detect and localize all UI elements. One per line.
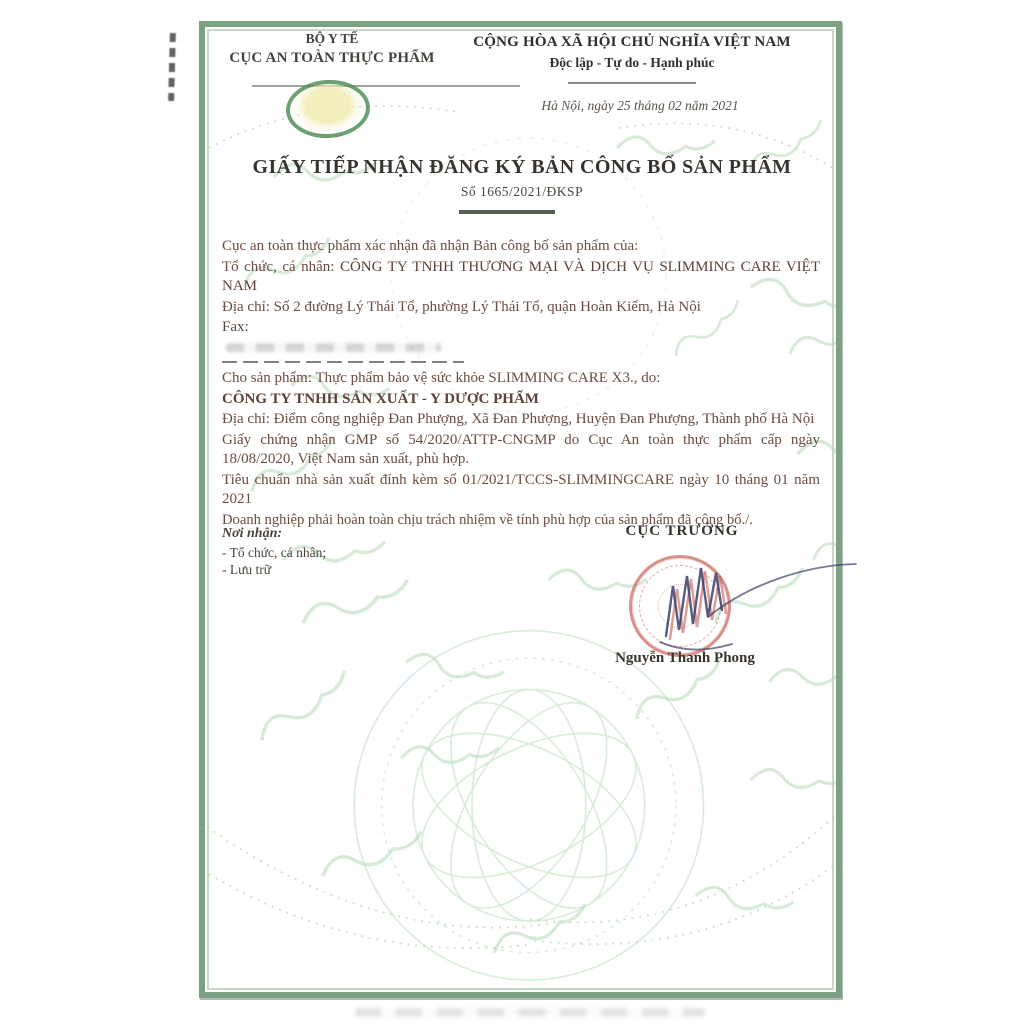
issuer-underline bbox=[252, 85, 520, 87]
redacted-phone bbox=[226, 343, 441, 352]
manufacturer-address: Địa chỉ: Điểm công nghiệp Đan Phượng, Xã Đan Phượng, Huyện Đan Phượng, Thành phố Hà Nội bbox=[222, 411, 815, 427]
dateline: Hà Nội, ngày 25 tháng 02 năm 2021 bbox=[541, 98, 739, 113]
intro-line: Cục an toàn thực phẩm xác nhận đã nhận Bản công bố sản phẩm của: bbox=[222, 238, 639, 254]
manufacturer-name: CÔNG TY TNHH SẢN XUẤT - Y DƯỢC PHẨM bbox=[222, 390, 539, 407]
issuer-block bbox=[212, 31, 452, 67]
certificate-title: GIẤY TIẾP NHẬN ĐĂNG KÝ BẢN CÔNG BỐ SẢN PHẨM bbox=[252, 156, 792, 178]
recipients-label: Nơi nhận: bbox=[222, 526, 283, 541]
product-line: Cho sản phẩm: Thực phẩm bảo vệ sức khỏe SLIMMING CARE X3., do: bbox=[222, 370, 661, 386]
national-motto: Độc lập - Tự do - Hạnh phúc bbox=[549, 55, 715, 70]
organization-name: CÔNG TY TNHH THƯƠNG MẠI VÀ DỊCH VỤ SLIMMING CARE VIỆT NAM bbox=[222, 258, 821, 294]
certificate-body bbox=[222, 232, 820, 531]
gmp-line: Giấy chứng nhận GMP số 54/2020/ATTP-CNGMP do Cục An toàn thực phẩm cấp ngày 18/08/2020, Việt Nam sản xuất, phù hợp. bbox=[222, 431, 820, 467]
standard-line: Tiêu chuẩn nhà sản xuất đính kèm số 01/2021/TCCS-SLIMMINGCARE ngày 10 tháng 01 năm 2021 bbox=[222, 471, 820, 507]
organization-address: Địa chỉ: Số 2 đường Lý Thái Tổ, phường Lý Thái Tổ, quận Hoàn Kiếm, Hà Nội bbox=[222, 298, 701, 315]
agency-name: CỤC AN TOÀN THỰC PHẨM bbox=[229, 50, 435, 66]
title-rule bbox=[459, 210, 555, 214]
official-stamp bbox=[629, 555, 731, 657]
ministry-name: BỘ Y TẾ bbox=[305, 31, 359, 46]
title-block bbox=[212, 156, 832, 200]
fax-label: Fax: bbox=[222, 319, 249, 335]
recipient-item: - Tổ chức, cá nhân; bbox=[222, 545, 327, 560]
organization-line bbox=[222, 258, 820, 297]
responsibility-line: Doanh nghiệp phải hoàn toàn chịu trách nhiệm về tính phù hợp của sản phẩm đã công bố./. bbox=[222, 511, 753, 528]
signer-name: Nguyễn Thanh Phong bbox=[615, 650, 755, 666]
country-name: CỘNG HÒA XÃ HỘI CHỦ NGHĨA VIỆT NAM bbox=[473, 34, 791, 50]
certificate-number: Số 1665/2021/ĐKSP bbox=[460, 184, 584, 199]
recipients-block bbox=[222, 526, 326, 578]
redacted-phone-row bbox=[222, 339, 820, 359]
dashed-separator bbox=[222, 361, 464, 363]
national-header bbox=[448, 34, 816, 71]
signer-title: CỤC TRƯỞNG bbox=[625, 523, 739, 539]
organization-label: Tổ chức, cá nhân: bbox=[222, 258, 340, 275]
recipient-item: - Lưu trữ bbox=[222, 561, 272, 577]
food-safety-agency-logo bbox=[285, 78, 372, 140]
motto-underline bbox=[568, 82, 696, 84]
